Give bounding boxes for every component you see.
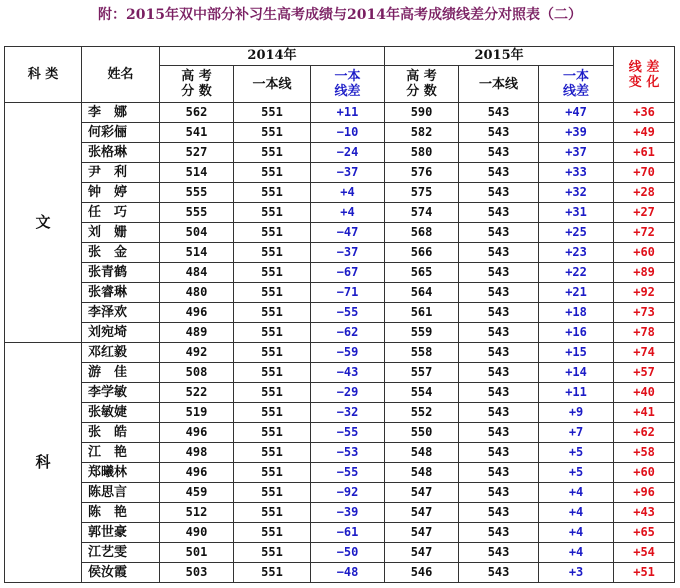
line-2014: 551 — [234, 263, 311, 283]
table-row — [5, 223, 675, 243]
table-row — [5, 123, 675, 143]
score-2014: 496 — [160, 423, 234, 443]
score-2014: 555 — [160, 203, 234, 223]
student-name: 钟 婷 — [82, 183, 160, 203]
diff-2015: +14 — [539, 363, 614, 383]
score-2014: 514 — [160, 163, 234, 183]
diff-2015: +21 — [539, 283, 614, 303]
table-row — [5, 543, 675, 563]
student-name: 刘宛埼 — [82, 323, 160, 343]
line-2014: 551 — [234, 323, 311, 343]
score-2014: 522 — [160, 383, 234, 403]
line-2014: 551 — [234, 243, 311, 263]
score-2015: 552 — [385, 403, 459, 423]
student-name: 张睿琳 — [82, 283, 160, 303]
score-2014: 484 — [160, 263, 234, 283]
table-row — [5, 143, 675, 163]
table-row — [5, 503, 675, 523]
line-diff-change: +57 — [614, 363, 675, 383]
line-2015: 543 — [459, 163, 539, 183]
line-2015: 543 — [459, 143, 539, 163]
score-2015: 590 — [385, 103, 459, 123]
line-2014: 551 — [234, 443, 311, 463]
score-2015: 565 — [385, 263, 459, 283]
header-name: 姓名 — [82, 47, 160, 103]
line-2014: 551 — [234, 303, 311, 323]
score-2014: 503 — [160, 563, 234, 583]
line-diff-change: +72 — [614, 223, 675, 243]
line-diff-change: +65 — [614, 523, 675, 543]
score-2015: 547 — [385, 543, 459, 563]
score-2015: 582 — [385, 123, 459, 143]
header-score-2015: 高 考 分 数 — [385, 66, 459, 103]
score-2015: 575 — [385, 183, 459, 203]
student-name: 江艺雯 — [82, 543, 160, 563]
score-2015: 566 — [385, 243, 459, 263]
diff-2014: −50 — [311, 543, 385, 563]
diff-2015: +4 — [539, 483, 614, 503]
score-2014: 480 — [160, 283, 234, 303]
line-2014: 551 — [234, 363, 311, 383]
score-2015: 554 — [385, 383, 459, 403]
diff-2014: −55 — [311, 303, 385, 323]
student-name: 侯汝霞 — [82, 563, 160, 583]
line-diff-change: +43 — [614, 503, 675, 523]
score-comparison-table — [4, 46, 675, 583]
score-2015: 561 — [385, 303, 459, 323]
score-2015: 547 — [385, 483, 459, 503]
line-2014: 551 — [234, 283, 311, 303]
line-2015: 543 — [459, 343, 539, 363]
diff-2014: −62 — [311, 323, 385, 343]
score-2014: 504 — [160, 223, 234, 243]
line-2014: 551 — [234, 383, 311, 403]
score-2015: 576 — [385, 163, 459, 183]
diff-2014: −92 — [311, 483, 385, 503]
table-row — [5, 563, 675, 583]
line-diff-change: +61 — [614, 143, 675, 163]
diff-2015: +16 — [539, 323, 614, 343]
line-2014: 551 — [234, 143, 311, 163]
line-2015: 543 — [459, 283, 539, 303]
student-name: 张青鹤 — [82, 263, 160, 283]
diff-2014: −10 — [311, 123, 385, 143]
header-subject: 科 类 — [5, 47, 82, 103]
diff-2014: −37 — [311, 163, 385, 183]
line-2014: 551 — [234, 103, 311, 123]
student-name: 郑曦林 — [82, 463, 160, 483]
line-diff-change: +74 — [614, 343, 675, 363]
diff-2014: −32 — [311, 403, 385, 423]
diff-2015: +25 — [539, 223, 614, 243]
line-diff-change: +73 — [614, 303, 675, 323]
score-2014: 514 — [160, 243, 234, 263]
line-diff-change: +60 — [614, 463, 675, 483]
line-2015: 543 — [459, 223, 539, 243]
line-diff-change: +92 — [614, 283, 675, 303]
score-2015: 557 — [385, 363, 459, 383]
line-diff-change: +27 — [614, 203, 675, 223]
line-2015: 543 — [459, 443, 539, 463]
line-2014: 551 — [234, 523, 311, 543]
table-row — [5, 303, 675, 323]
line-2015: 543 — [459, 203, 539, 223]
student-name: 陈思言 — [82, 483, 160, 503]
line-2014: 551 — [234, 403, 311, 423]
table-row — [5, 283, 675, 303]
line-diff-change: +58 — [614, 443, 675, 463]
student-name: 张 金 — [82, 243, 160, 263]
table-row — [5, 263, 675, 283]
table-row — [5, 483, 675, 503]
score-2014: 508 — [160, 363, 234, 383]
score-2014: 492 — [160, 343, 234, 363]
line-2015: 543 — [459, 563, 539, 583]
header-line-diff-change: 线 差 变 化 — [614, 47, 675, 103]
diff-2014: −55 — [311, 463, 385, 483]
header-line-2014: 一本线 — [234, 66, 311, 103]
diff-2015: +22 — [539, 263, 614, 283]
score-2015: 574 — [385, 203, 459, 223]
diff-2014: −43 — [311, 363, 385, 383]
diff-2015: +39 — [539, 123, 614, 143]
line-diff-change: +96 — [614, 483, 675, 503]
line-2015: 543 — [459, 363, 539, 383]
line-2015: 543 — [459, 243, 539, 263]
table-row — [5, 203, 675, 223]
line-2014: 551 — [234, 183, 311, 203]
line-diff-change: +51 — [614, 563, 675, 583]
table-row — [5, 383, 675, 403]
diff-2014: −39 — [311, 503, 385, 523]
score-2014: 490 — [160, 523, 234, 543]
table-row — [5, 363, 675, 383]
line-2014: 551 — [234, 423, 311, 443]
line-diff-change: +49 — [614, 123, 675, 143]
student-name: 邓红毅 — [82, 343, 160, 363]
line-2014: 551 — [234, 123, 311, 143]
diff-2014: −37 — [311, 243, 385, 263]
line-diff-change: +62 — [614, 423, 675, 443]
line-2015: 543 — [459, 423, 539, 443]
line-diff-change: +89 — [614, 263, 675, 283]
table-row — [5, 463, 675, 483]
score-2014: 496 — [160, 303, 234, 323]
line-diff-change: +40 — [614, 383, 675, 403]
subject-label-bottom: 科 — [5, 343, 82, 583]
table-row — [5, 443, 675, 463]
line-diff-change: +54 — [614, 543, 675, 563]
line-2014: 551 — [234, 223, 311, 243]
table-row — [5, 243, 675, 263]
line-2014: 551 — [234, 483, 311, 503]
table-row — [5, 323, 675, 343]
diff-2014: −24 — [311, 143, 385, 163]
diff-2014: −67 — [311, 263, 385, 283]
score-2014: 541 — [160, 123, 234, 143]
diff-2014: +11 — [311, 103, 385, 123]
score-2014: 501 — [160, 543, 234, 563]
table-row — [5, 523, 675, 543]
table-row — [5, 423, 675, 443]
line-2015: 543 — [459, 263, 539, 283]
line-2014: 551 — [234, 343, 311, 363]
diff-2014: −55 — [311, 423, 385, 443]
diff-2015: +18 — [539, 303, 614, 323]
line-2015: 543 — [459, 383, 539, 403]
score-2014: 489 — [160, 323, 234, 343]
student-name: 何彩俪 — [82, 123, 160, 143]
line-2015: 543 — [459, 483, 539, 503]
score-2014: 459 — [160, 483, 234, 503]
table-row — [5, 343, 675, 363]
diff-2014: −47 — [311, 223, 385, 243]
score-2014: 519 — [160, 403, 234, 423]
diff-2015: +4 — [539, 543, 614, 563]
header-diff-2014: 一本 线差 — [311, 66, 385, 103]
diff-2015: +33 — [539, 163, 614, 183]
line-2015: 543 — [459, 403, 539, 423]
diff-2015: +5 — [539, 463, 614, 483]
header-line-2015: 一本线 — [459, 66, 539, 103]
line-2014: 551 — [234, 203, 311, 223]
table-row — [5, 103, 675, 123]
table-body — [5, 103, 675, 583]
line-2015: 543 — [459, 183, 539, 203]
line-2015: 543 — [459, 523, 539, 543]
score-2015: 548 — [385, 443, 459, 463]
student-name: 张 皓 — [82, 423, 160, 443]
score-2014: 562 — [160, 103, 234, 123]
line-2015: 543 — [459, 503, 539, 523]
diff-2015: +15 — [539, 343, 614, 363]
score-2015: 568 — [385, 223, 459, 243]
header-year-2014: 2014年 — [160, 47, 385, 66]
diff-2014: +4 — [311, 183, 385, 203]
score-2015: 547 — [385, 503, 459, 523]
score-2015: 580 — [385, 143, 459, 163]
diff-2015: +4 — [539, 503, 614, 523]
line-diff-change: +60 — [614, 243, 675, 263]
student-name: 张格琳 — [82, 143, 160, 163]
diff-2015: +47 — [539, 103, 614, 123]
score-2015: 550 — [385, 423, 459, 443]
score-2014: 527 — [160, 143, 234, 163]
line-diff-change: +41 — [614, 403, 675, 423]
diff-2014: −53 — [311, 443, 385, 463]
diff-2015: +9 — [539, 403, 614, 423]
student-name: 李 娜 — [82, 103, 160, 123]
header-year-2015: 2015年 — [385, 47, 614, 66]
diff-2014: −29 — [311, 383, 385, 403]
diff-2014: −61 — [311, 523, 385, 543]
table-row — [5, 403, 675, 423]
diff-2015: +3 — [539, 563, 614, 583]
page-title: 附：2015年双中部分补习生高考成绩与2014年高考成绩线差分对照表（二） — [98, 7, 582, 23]
line-diff-change: +28 — [614, 183, 675, 203]
score-2014: 555 — [160, 183, 234, 203]
score-2015: 564 — [385, 283, 459, 303]
line-2015: 543 — [459, 123, 539, 143]
line-diff-change: +78 — [614, 323, 675, 343]
line-2014: 551 — [234, 503, 311, 523]
header-diff-2015: 一本 线差 — [539, 66, 614, 103]
line-2015: 543 — [459, 463, 539, 483]
diff-2014: −71 — [311, 283, 385, 303]
diff-2015: +7 — [539, 423, 614, 443]
student-name: 江 艳 — [82, 443, 160, 463]
diff-2015: +4 — [539, 523, 614, 543]
student-name: 李学敏 — [82, 383, 160, 403]
table-row — [5, 163, 675, 183]
score-2015: 546 — [385, 563, 459, 583]
score-2014: 496 — [160, 463, 234, 483]
diff-2015: +31 — [539, 203, 614, 223]
score-2014: 498 — [160, 443, 234, 463]
line-2014: 551 — [234, 163, 311, 183]
line-2015: 543 — [459, 103, 539, 123]
student-name: 尹 利 — [82, 163, 160, 183]
line-2014: 551 — [234, 463, 311, 483]
student-name: 任 巧 — [82, 203, 160, 223]
diff-2015: +32 — [539, 183, 614, 203]
diff-2014: −59 — [311, 343, 385, 363]
header-score-2014: 高 考 分 数 — [160, 66, 234, 103]
line-2015: 543 — [459, 323, 539, 343]
score-2015: 559 — [385, 323, 459, 343]
diff-2014: +4 — [311, 203, 385, 223]
line-diff-change: +36 — [614, 103, 675, 123]
line-2014: 551 — [234, 563, 311, 583]
score-2015: 547 — [385, 523, 459, 543]
student-name: 刘 姗 — [82, 223, 160, 243]
diff-2015: +5 — [539, 443, 614, 463]
line-2015: 543 — [459, 543, 539, 563]
subject-label-top: 文 — [5, 103, 82, 343]
line-diff-change: +70 — [614, 163, 675, 183]
student-name: 郭世豪 — [82, 523, 160, 543]
student-name: 张敏婕 — [82, 403, 160, 423]
diff-2015: +23 — [539, 243, 614, 263]
student-name: 李泽欢 — [82, 303, 160, 323]
diff-2014: −48 — [311, 563, 385, 583]
score-2015: 548 — [385, 463, 459, 483]
score-2014: 512 — [160, 503, 234, 523]
student-name: 陈 艳 — [82, 503, 160, 523]
student-name: 游 佳 — [82, 363, 160, 383]
line-2014: 551 — [234, 543, 311, 563]
diff-2015: +11 — [539, 383, 614, 403]
table-row — [5, 183, 675, 203]
line-2015: 543 — [459, 303, 539, 323]
score-2015: 558 — [385, 343, 459, 363]
diff-2015: +37 — [539, 143, 614, 163]
